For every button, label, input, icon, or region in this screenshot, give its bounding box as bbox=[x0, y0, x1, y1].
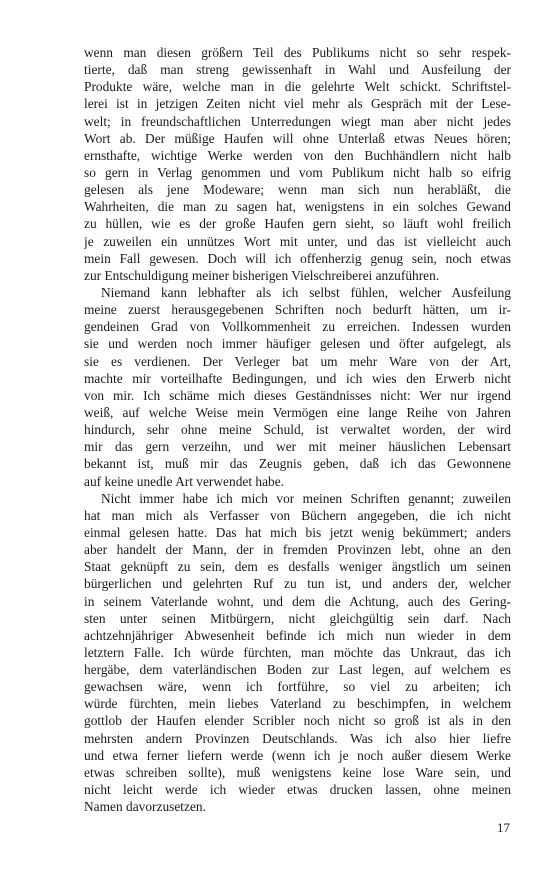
text-line: mehrsten andern Provinzen Deutschlands. Was ich also hier liefre bbox=[84, 730, 511, 746]
text-line: hindurch, sehr ohne meine Schuld, ist verwaltet worden, der wird bbox=[84, 422, 511, 438]
text-line: ernsthafte, wichtige Werke werden von den Buchhändlern nicht halb bbox=[84, 147, 511, 163]
paragraph-2 bbox=[84, 284, 511, 490]
text-line: gewachsen wäre, wenn ich fortführe, so viel zu arbeiten; ich bbox=[84, 679, 511, 695]
text-line: sie und werden noch immer häufiger gelesen und öfter aufgelegt, als bbox=[84, 336, 511, 352]
text-line: meine zuerst herausgegebenen Schriften noch bedurft hätten, um ir- bbox=[84, 302, 511, 318]
text-line: machte mir vorteilhafte Bedingungen, und ich wies den Erwerb nicht bbox=[84, 370, 511, 386]
text-line: Staat geknüpft zu sein, dem es desfalls weniger ängstlich um seinen bbox=[84, 559, 511, 575]
text-line: würde fürchten, mein liebes Vaterland zu beschimpfen, in welchem bbox=[84, 696, 511, 712]
text-line: mein Fall gewesen. Doch will ich offenherzig genug sein, noch etwas bbox=[84, 250, 511, 266]
text-line: aber handelt der Mann, der in fremden Provinzen lebt, ohne an den bbox=[84, 542, 511, 558]
text-line: sie es verdienen. Der Verleger bat um mehr Ware von der Art, bbox=[84, 353, 511, 369]
text-line: hergäbe, dem vaterländischen Boden zur Last legen, auf welchem es bbox=[84, 662, 511, 678]
text-line: mir das gern verzeihn, und wer mit meiner häuslichen Lebensart bbox=[84, 439, 511, 455]
text-line: sten unter seinen Mitbürgern, nicht gleichgültig sein darf. Nach bbox=[84, 610, 511, 626]
text-line: etwas schreiben sollte), muß wenigstens keine lose Ware sein, und bbox=[84, 764, 511, 780]
text-line: nicht leicht werde ich wieder etwas drucken lassen, ohne meinen bbox=[84, 782, 511, 798]
text-line: bekannt ist, muß mir das Zeugnis geben, daß ich das Gewonnene bbox=[84, 456, 511, 472]
text-line: so gern in Verlag genommen und vom Publikum nicht halb so eifrig bbox=[84, 164, 511, 180]
text-line: je zuweilen ein unnützes Wort mit unter, und das ist vielleicht auch bbox=[84, 233, 511, 249]
text-line: auf keine unedle Art verwendet habe. bbox=[84, 473, 285, 489]
paragraph-3 bbox=[84, 490, 511, 816]
text-line: weiß, auf welche Weise mein Vermögen eine lange Reihe von Jahren bbox=[84, 404, 511, 420]
text-line: gottlob der Haufen elender Scribler noch nicht so groß ist als in den bbox=[84, 713, 511, 729]
text-line: und etwa ferner liefern werde (wenn ich je noch außer diesem Werke bbox=[84, 747, 511, 763]
text-line: Nicht immer habe ich mich vor meinen Schriften genannt; zuweilen bbox=[101, 490, 511, 506]
text-line: in seinem Vaterlande wohnt, und dem die Achtung, auch des Gering- bbox=[84, 593, 511, 609]
text-line: Wort ab. Der müßige Haufen will ohne Unterlaß etwas Neues hören; bbox=[84, 130, 511, 146]
text-line: achtzehnjähriger Abwesenheit befinde ich mich nun wieder in dem bbox=[84, 627, 511, 643]
text-line: letztern Falle. Ich würde fürchten, man möchte das Unkraut, das ich bbox=[84, 644, 511, 660]
text-line: Namen davorzusetzen. bbox=[84, 799, 206, 815]
text-line: gendeinen Grad von Vollkommenheit zu erreichen. Indessen wurden bbox=[84, 319, 511, 335]
text-line: wenn man diesen größern Teil des Publikums nicht so sehr respek- bbox=[84, 45, 511, 60]
page-number: 17 bbox=[497, 820, 510, 835]
text-line: zu hüllen, wie es der große Haufen gern sieht, so läuft wohl freilich bbox=[84, 216, 511, 232]
text-line: zur Entschuldigung meiner bisherigen Vielschreiberei anzuführen. bbox=[84, 267, 440, 283]
text-line: welt; in freundschaftlichen Unterredungen wiegt man aber nicht jedes bbox=[84, 113, 511, 129]
text-line: Wahrheiten, die man zu sagen hat, wenigstens in ein solches Gewand bbox=[84, 199, 511, 215]
text-line: bürgerlichen und gelehrten Ruf zu tun ist, und anders der, welcher bbox=[84, 576, 511, 592]
page-body bbox=[84, 44, 511, 815]
paragraph-1 bbox=[84, 44, 511, 284]
text-line: lerei ist in jetzigen Zeiten nicht viel mehr als Gespräch mit der Lese- bbox=[84, 96, 511, 112]
text-line: tierte, daß man streng gewissenhaft in Wahl und Ausfeilung der bbox=[84, 62, 511, 78]
text-line: von mir. Ich schäme mich dieses Geständnisses nicht: Wer nur irgend bbox=[84, 387, 511, 403]
text-line: gelesen als jene Modeware; wenn man sich nun herabläßt, die bbox=[84, 182, 511, 198]
text-line: Produkte wäre, welche man in die gelehrte Welt schickt. Schriftstel- bbox=[84, 79, 511, 95]
text-line: hat man mich als Verfasser von Büchern angegeben, die ich nicht bbox=[84, 507, 511, 523]
text-line: einmal gelesen hatte. Das hat mich bis jetzt wenig bekümmert; anders bbox=[84, 524, 511, 540]
text-line: Niemand kann lebhafter als ich selbst fühlen, welcher Ausfeilung bbox=[101, 284, 511, 300]
